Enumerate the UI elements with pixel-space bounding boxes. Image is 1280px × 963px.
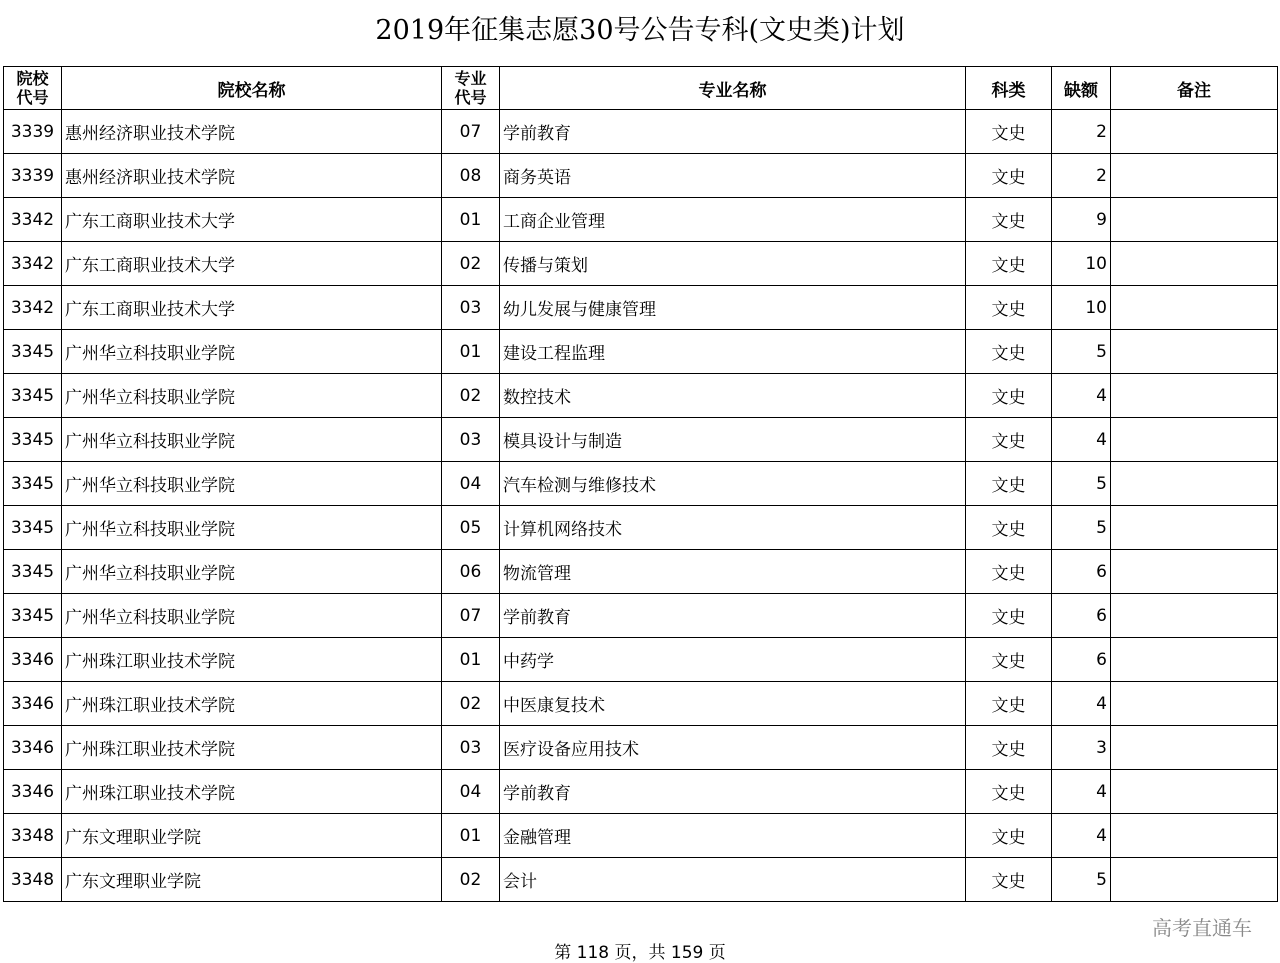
- cell-category: 文史: [966, 638, 1052, 682]
- cell-remarks: [1111, 506, 1278, 550]
- table-row: [4, 462, 1278, 506]
- table-header-row: [4, 67, 1278, 110]
- cell-school-name: 广州华立科技职业学院: [62, 506, 442, 550]
- cell-remarks: [1111, 198, 1278, 242]
- cell-major-name: 数控技术: [500, 374, 966, 418]
- cell-major-name: 模具设计与制造: [500, 418, 966, 462]
- cell-major-code: 05: [442, 506, 500, 550]
- header-remarks: 备注: [1111, 67, 1278, 110]
- cell-school-code: 3339: [4, 154, 62, 198]
- cell-school-code: 3346: [4, 682, 62, 726]
- cell-category: 文史: [966, 374, 1052, 418]
- cell-vacancy: 2: [1052, 110, 1111, 154]
- cell-category: 文史: [966, 462, 1052, 506]
- cell-major-name: 工商企业管理: [500, 198, 966, 242]
- cell-school-code: 3348: [4, 814, 62, 858]
- cell-school-name: 广州华立科技职业学院: [62, 550, 442, 594]
- cell-school-name: 广州华立科技职业学院: [62, 462, 442, 506]
- cell-school-code: 3342: [4, 242, 62, 286]
- cell-category: 文史: [966, 330, 1052, 374]
- cell-vacancy: 6: [1052, 638, 1111, 682]
- cell-school-code: 3342: [4, 198, 62, 242]
- cell-vacancy: 5: [1052, 858, 1111, 902]
- cell-remarks: [1111, 858, 1278, 902]
- header-major-code: [442, 67, 500, 110]
- table-row: [4, 374, 1278, 418]
- cell-major-name: 传播与策划: [500, 242, 966, 286]
- cell-remarks: [1111, 242, 1278, 286]
- cell-category: 文史: [966, 198, 1052, 242]
- cell-vacancy: 4: [1052, 374, 1111, 418]
- cell-major-name: 会计: [500, 858, 966, 902]
- header-school-code-line1: 院校: [16, 69, 49, 88]
- cell-school-name: 广州华立科技职业学院: [62, 594, 442, 638]
- cell-remarks: [1111, 462, 1278, 506]
- table-row: [4, 330, 1278, 374]
- cell-school-name: 广东工商职业技术大学: [62, 198, 442, 242]
- cell-major-code: 03: [442, 418, 500, 462]
- cell-school-name: 广州珠江职业技术学院: [62, 682, 442, 726]
- cell-major-code: 03: [442, 726, 500, 770]
- cell-remarks: [1111, 418, 1278, 462]
- cell-vacancy: 5: [1052, 506, 1111, 550]
- cell-major-name: 计算机网络技术: [500, 506, 966, 550]
- table-row: [4, 770, 1278, 814]
- cell-major-code: 01: [442, 814, 500, 858]
- cell-major-name: 学前教育: [500, 594, 966, 638]
- table-row: [4, 682, 1278, 726]
- cell-school-code: 3346: [4, 770, 62, 814]
- cell-vacancy: 6: [1052, 594, 1111, 638]
- page-footer: 第 118 页，共 159 页: [554, 943, 726, 963]
- table-row: [4, 638, 1278, 682]
- cell-major-code: 01: [442, 330, 500, 374]
- header-major-name: 专业名称: [500, 67, 966, 110]
- cell-vacancy: 5: [1052, 330, 1111, 374]
- cell-vacancy: 3: [1052, 726, 1111, 770]
- cell-remarks: [1111, 682, 1278, 726]
- cell-major-code: 01: [442, 638, 500, 682]
- cell-remarks: [1111, 330, 1278, 374]
- table-row: [4, 814, 1278, 858]
- cell-remarks: [1111, 770, 1278, 814]
- cell-major-code: 06: [442, 550, 500, 594]
- cell-vacancy: 10: [1052, 242, 1111, 286]
- cell-school-code: 3345: [4, 418, 62, 462]
- table-row: [4, 154, 1278, 198]
- cell-school-code: 3345: [4, 374, 62, 418]
- table-row: [4, 726, 1278, 770]
- cell-major-name: 学前教育: [500, 110, 966, 154]
- header-school-code: [4, 67, 62, 110]
- cell-vacancy: 4: [1052, 418, 1111, 462]
- cell-school-code: 3345: [4, 550, 62, 594]
- table-row: [4, 418, 1278, 462]
- cell-remarks: [1111, 374, 1278, 418]
- table-row: [4, 858, 1278, 902]
- cell-major-name: 汽车检测与维修技术: [500, 462, 966, 506]
- cell-remarks: [1111, 286, 1278, 330]
- cell-major-code: 03: [442, 286, 500, 330]
- table-row: [4, 594, 1278, 638]
- cell-category: 文史: [966, 550, 1052, 594]
- cell-vacancy: 5: [1052, 462, 1111, 506]
- cell-major-code: 04: [442, 770, 500, 814]
- cell-school-name: 惠州经济职业技术学院: [62, 110, 442, 154]
- cell-category: 文史: [966, 594, 1052, 638]
- cell-major-name: 金融管理: [500, 814, 966, 858]
- cell-vacancy: 10: [1052, 286, 1111, 330]
- cell-major-name: 商务英语: [500, 154, 966, 198]
- cell-major-name: 学前教育: [500, 770, 966, 814]
- cell-vacancy: 4: [1052, 770, 1111, 814]
- cell-school-name: 广东文理职业学院: [62, 814, 442, 858]
- header-school-code-line2: 代号: [16, 88, 49, 107]
- header-category: 科类: [966, 67, 1052, 110]
- cell-major-code: 08: [442, 154, 500, 198]
- cell-category: 文史: [966, 506, 1052, 550]
- cell-school-name: 广东文理职业学院: [62, 858, 442, 902]
- cell-school-name: 广州华立科技职业学院: [62, 374, 442, 418]
- cell-remarks: [1111, 638, 1278, 682]
- cell-school-name: 广州珠江职业技术学院: [62, 726, 442, 770]
- cell-school-code: 3342: [4, 286, 62, 330]
- cell-major-name: 物流管理: [500, 550, 966, 594]
- cell-category: 文史: [966, 286, 1052, 330]
- cell-school-code: 3346: [4, 638, 62, 682]
- table-row: [4, 198, 1278, 242]
- cell-major-code: 04: [442, 462, 500, 506]
- cell-category: 文史: [966, 418, 1052, 462]
- cell-remarks: [1111, 814, 1278, 858]
- cell-major-name: 幼儿发展与健康管理: [500, 286, 966, 330]
- cell-school-code: 3345: [4, 462, 62, 506]
- cell-school-name: 广州珠江职业技术学院: [62, 638, 442, 682]
- cell-major-code: 07: [442, 110, 500, 154]
- cell-category: 文史: [966, 242, 1052, 286]
- page-title: 2019年征集志愿30号公告专科(文史类)计划: [375, 15, 905, 46]
- table-row: [4, 506, 1278, 550]
- cell-school-name: 广东工商职业技术大学: [62, 242, 442, 286]
- cell-major-code: 02: [442, 242, 500, 286]
- cell-category: 文史: [966, 682, 1052, 726]
- cell-category: 文史: [966, 770, 1052, 814]
- cell-school-code: 3345: [4, 330, 62, 374]
- cell-school-code: 3345: [4, 594, 62, 638]
- cell-remarks: [1111, 594, 1278, 638]
- cell-vacancy: 6: [1052, 550, 1111, 594]
- cell-school-name: 广州珠江职业技术学院: [62, 770, 442, 814]
- cell-major-name: 医疗设备应用技术: [500, 726, 966, 770]
- header-school-name: 院校名称: [62, 67, 442, 110]
- cell-school-name: 广东工商职业技术大学: [62, 286, 442, 330]
- table-row: [4, 110, 1278, 154]
- cell-school-name: 广州华立科技职业学院: [62, 418, 442, 462]
- table-row: [4, 242, 1278, 286]
- plan-table: [3, 66, 1278, 902]
- cell-major-code: 02: [442, 858, 500, 902]
- cell-school-name: 惠州经济职业技术学院: [62, 154, 442, 198]
- cell-remarks: [1111, 154, 1278, 198]
- cell-category: 文史: [966, 110, 1052, 154]
- cell-vacancy: 4: [1052, 814, 1111, 858]
- cell-vacancy: 2: [1052, 154, 1111, 198]
- cell-school-name: 广州华立科技职业学院: [62, 330, 442, 374]
- cell-vacancy: 4: [1052, 682, 1111, 726]
- cell-remarks: [1111, 110, 1278, 154]
- cell-school-code: 3346: [4, 726, 62, 770]
- watermark: 高考直通车: [1152, 916, 1252, 940]
- header-major-code-line2: 代号: [454, 88, 487, 107]
- cell-category: 文史: [966, 726, 1052, 770]
- cell-school-code: 3339: [4, 110, 62, 154]
- header-major-code-line1: 专业: [454, 69, 487, 88]
- cell-major-name: 中药学: [500, 638, 966, 682]
- cell-school-code: 3345: [4, 506, 62, 550]
- cell-category: 文史: [966, 858, 1052, 902]
- cell-major-name: 建设工程监理: [500, 330, 966, 374]
- header-vacancy: 缺额: [1052, 67, 1111, 110]
- cell-major-code: 01: [442, 198, 500, 242]
- cell-major-name: 中医康复技术: [500, 682, 966, 726]
- table-row: [4, 550, 1278, 594]
- cell-category: 文史: [966, 154, 1052, 198]
- cell-vacancy: 9: [1052, 198, 1111, 242]
- cell-category: 文史: [966, 814, 1052, 858]
- cell-major-code: 02: [442, 374, 500, 418]
- cell-major-code: 02: [442, 682, 500, 726]
- table-row: [4, 286, 1278, 330]
- cell-school-code: 3348: [4, 858, 62, 902]
- cell-remarks: [1111, 726, 1278, 770]
- cell-remarks: [1111, 550, 1278, 594]
- cell-major-code: 07: [442, 594, 500, 638]
